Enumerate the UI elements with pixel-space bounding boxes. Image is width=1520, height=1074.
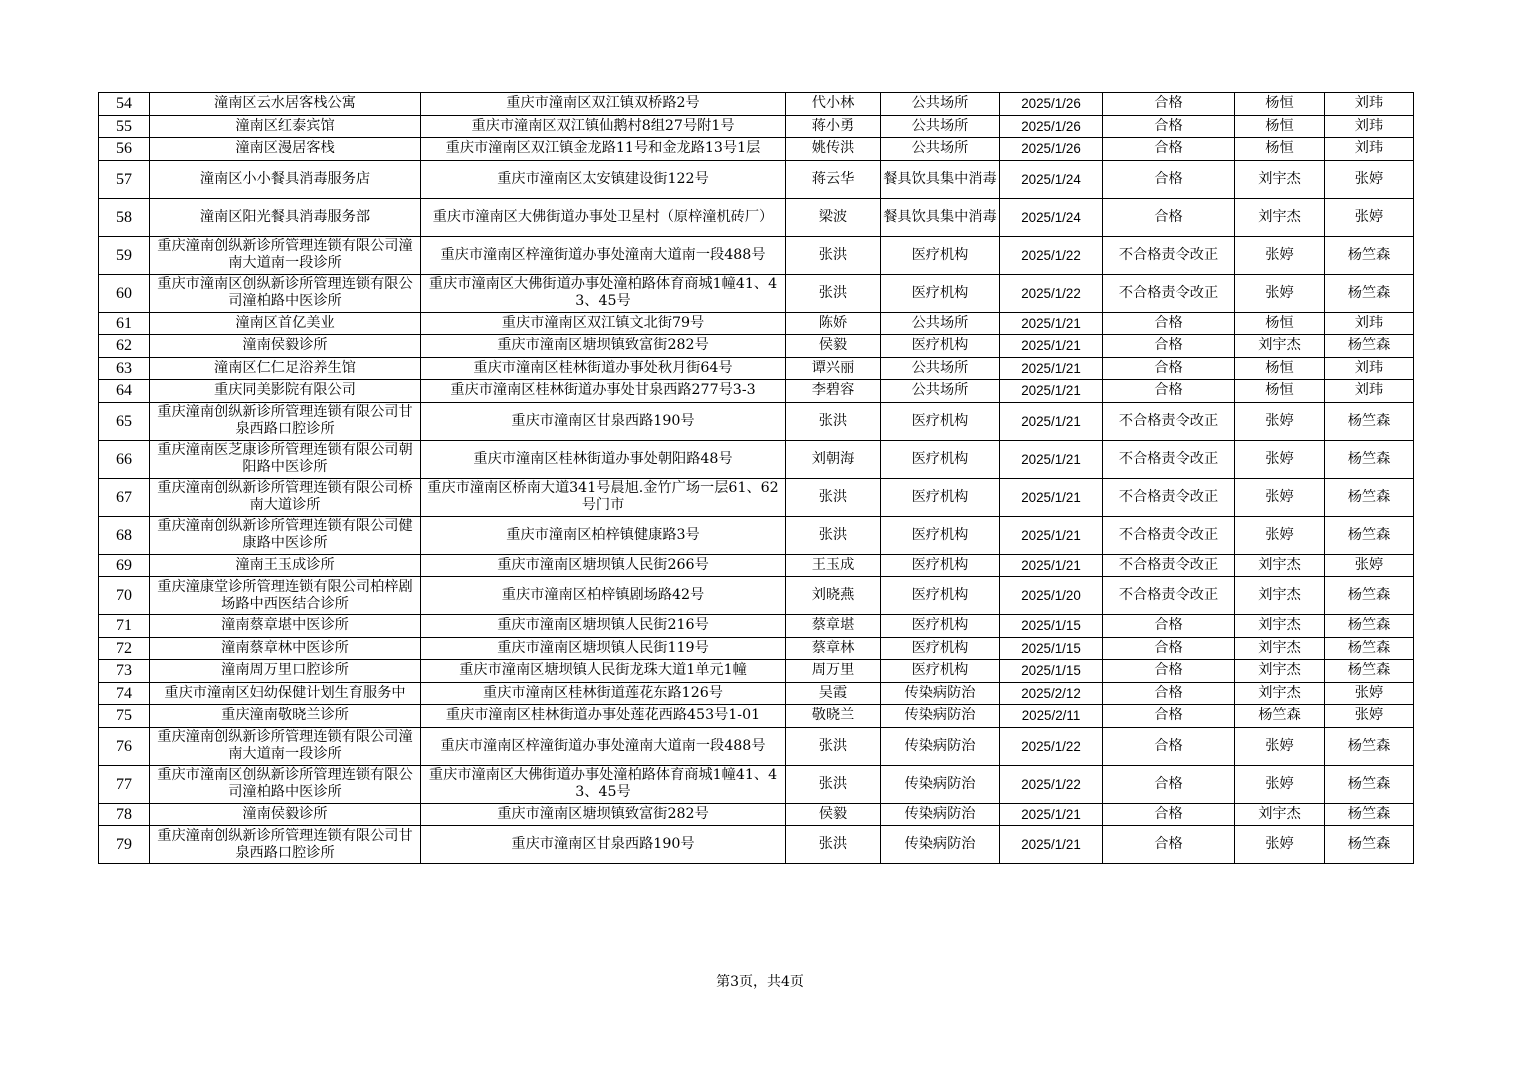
entity-name-cell: 重庆潼南创纵新诊所管理连锁有限公司潼南大道南一段诊所 <box>150 236 421 274</box>
responsible-person-cell: 蔡章堪 <box>786 615 881 638</box>
inspection-result-cell: 合格 <box>1103 380 1235 403</box>
entity-address-cell: 重庆市潼南区大佛街道办事处卫星村（原梓潼机砖厂） <box>421 198 786 236</box>
inspection-category-cell: 公共场所 <box>881 357 1000 380</box>
inspection-result-cell: 不合格责令改正 <box>1103 440 1235 478</box>
inspection-result-cell: 不合格责令改正 <box>1103 577 1235 615</box>
inspector-2-cell: 刘玮 <box>1325 357 1414 380</box>
entity-name-cell: 重庆潼南医芝康诊所管理连锁有限公司朝阳路中医诊所 <box>150 440 421 478</box>
inspection-result-cell: 合格 <box>1103 335 1235 358</box>
row-number-cell: 60 <box>99 274 150 312</box>
entity-address-cell: 重庆市潼南区双江镇双桥路2号 <box>421 93 786 116</box>
inspector-2-cell: 杨竺森 <box>1325 478 1414 516</box>
inspection-date-cell: 2025/1/22 <box>1000 727 1103 765</box>
inspection-date-cell: 2025/2/12 <box>1000 682 1103 705</box>
table-row <box>99 312 1414 335</box>
inspection-category-cell: 医疗机构 <box>881 554 1000 577</box>
responsible-person-cell: 谭兴丽 <box>786 357 881 380</box>
inspection-category-cell: 医疗机构 <box>881 236 1000 274</box>
responsible-person-cell: 张洪 <box>786 402 881 440</box>
entity-name-cell: 潼南区仁仁足浴养生馆 <box>150 357 421 380</box>
inspection-result-cell: 合格 <box>1103 637 1235 660</box>
inspector-1-cell: 杨恒 <box>1235 138 1325 161</box>
table-row <box>99 335 1414 358</box>
table-row <box>99 478 1414 516</box>
row-number-cell: 63 <box>99 357 150 380</box>
table-body <box>99 93 1414 864</box>
row-number-cell: 54 <box>99 93 150 116</box>
inspection-date-cell: 2025/1/21 <box>1000 516 1103 554</box>
row-number-cell: 55 <box>99 115 150 138</box>
responsible-person-cell: 张洪 <box>786 765 881 803</box>
entity-name-cell: 潼南侯毅诊所 <box>150 803 421 826</box>
inspector-1-cell: 张婷 <box>1235 516 1325 554</box>
inspection-date-cell: 2025/1/15 <box>1000 660 1103 683</box>
row-number-cell: 56 <box>99 138 150 161</box>
inspector-2-cell: 杨竺森 <box>1325 274 1414 312</box>
inspection-date-cell: 2025/1/21 <box>1000 380 1103 403</box>
entity-name-cell: 重庆潼南创纵新诊所管理连锁有限公司桥南大道诊所 <box>150 478 421 516</box>
inspection-date-cell: 2025/1/22 <box>1000 765 1103 803</box>
responsible-person-cell: 梁波 <box>786 198 881 236</box>
inspector-1-cell: 刘宇杰 <box>1235 637 1325 660</box>
inspection-category-cell: 医疗机构 <box>881 615 1000 638</box>
inspection-date-cell: 2025/1/22 <box>1000 274 1103 312</box>
entity-name-cell: 潼南侯毅诊所 <box>150 335 421 358</box>
inspection-date-cell: 2025/1/26 <box>1000 115 1103 138</box>
inspector-2-cell: 刘玮 <box>1325 380 1414 403</box>
inspector-1-cell: 张婷 <box>1235 402 1325 440</box>
inspector-1-cell: 刘宇杰 <box>1235 198 1325 236</box>
table-row <box>99 705 1414 728</box>
inspector-2-cell: 张婷 <box>1325 705 1414 728</box>
responsible-person-cell: 张洪 <box>786 274 881 312</box>
row-number-cell: 59 <box>99 236 150 274</box>
inspector-2-cell: 张婷 <box>1325 554 1414 577</box>
entity-name-cell: 潼南蔡章林中医诊所 <box>150 637 421 660</box>
inspector-2-cell: 杨竺森 <box>1325 637 1414 660</box>
row-number-cell: 72 <box>99 637 150 660</box>
entity-address-cell: 重庆市潼南区塘坝镇致富街282号 <box>421 803 786 826</box>
inspection-result-cell: 合格 <box>1103 615 1235 638</box>
responsible-person-cell: 代小林 <box>786 93 881 116</box>
table-row <box>99 803 1414 826</box>
entity-address-cell: 重庆市潼南区大佛街道办事处潼柏路体育商城1幢41、43、45号 <box>421 274 786 312</box>
inspector-2-cell: 杨竺森 <box>1325 765 1414 803</box>
inspection-result-cell: 不合格责令改正 <box>1103 274 1235 312</box>
inspection-result-cell: 不合格责令改正 <box>1103 478 1235 516</box>
inspection-category-cell: 公共场所 <box>881 93 1000 116</box>
inspector-2-cell: 杨竺森 <box>1325 577 1414 615</box>
table-row <box>99 765 1414 803</box>
inspection-result-cell: 合格 <box>1103 705 1235 728</box>
responsible-person-cell: 侯毅 <box>786 335 881 358</box>
inspection-category-cell: 传染病防治 <box>881 727 1000 765</box>
inspection-date-cell: 2025/1/26 <box>1000 138 1103 161</box>
inspection-category-cell: 传染病防治 <box>881 803 1000 826</box>
inspection-date-cell: 2025/1/21 <box>1000 357 1103 380</box>
inspection-category-cell: 传染病防治 <box>881 705 1000 728</box>
inspection-result-cell: 合格 <box>1103 727 1235 765</box>
inspection-result-cell: 合格 <box>1103 357 1235 380</box>
inspection-category-cell: 公共场所 <box>881 312 1000 335</box>
inspector-1-cell: 杨竺森 <box>1235 705 1325 728</box>
entity-address-cell: 重庆市潼南区双江镇文北街79号 <box>421 312 786 335</box>
inspector-2-cell: 杨竺森 <box>1325 660 1414 683</box>
inspector-2-cell: 刘玮 <box>1325 312 1414 335</box>
responsible-person-cell: 张洪 <box>786 236 881 274</box>
entity-name-cell: 重庆同美影院有限公司 <box>150 380 421 403</box>
inspection-records-table <box>98 92 1414 864</box>
entity-address-cell: 重庆市潼南区塘坝镇人民街266号 <box>421 554 786 577</box>
inspector-2-cell: 刘玮 <box>1325 138 1414 161</box>
row-number-cell: 77 <box>99 765 150 803</box>
page-number-footer: 第3页，共4页 <box>716 974 804 990</box>
inspector-2-cell: 杨竺森 <box>1325 402 1414 440</box>
inspection-category-cell: 餐具饮具集中消毒 <box>881 198 1000 236</box>
inspection-date-cell: 2025/1/15 <box>1000 637 1103 660</box>
inspector-2-cell: 张婷 <box>1325 160 1414 198</box>
inspection-date-cell: 2025/1/21 <box>1000 312 1103 335</box>
inspection-date-cell: 2025/1/21 <box>1000 803 1103 826</box>
inspection-result-cell: 合格 <box>1103 826 1235 864</box>
inspection-category-cell: 公共场所 <box>881 380 1000 403</box>
responsible-person-cell: 吴霞 <box>786 682 881 705</box>
inspection-result-cell: 合格 <box>1103 660 1235 683</box>
responsible-person-cell: 周万里 <box>786 660 881 683</box>
inspector-1-cell: 张婷 <box>1235 765 1325 803</box>
inspection-category-cell: 公共场所 <box>881 115 1000 138</box>
inspection-result-cell: 不合格责令改正 <box>1103 236 1235 274</box>
entity-address-cell: 重庆市潼南区桂林街道办事处莲花西路453号1-01 <box>421 705 786 728</box>
inspection-result-cell: 合格 <box>1103 682 1235 705</box>
inspection-result-cell: 不合格责令改正 <box>1103 554 1235 577</box>
inspection-category-cell: 医疗机构 <box>881 478 1000 516</box>
row-number-cell: 70 <box>99 577 150 615</box>
inspection-category-cell: 医疗机构 <box>881 577 1000 615</box>
table-row <box>99 727 1414 765</box>
row-number-cell: 65 <box>99 402 150 440</box>
inspector-1-cell: 刘宇杰 <box>1235 615 1325 638</box>
entity-name-cell: 重庆市潼南区创纵新诊所管理连锁有限公司潼柏路中医诊所 <box>150 765 421 803</box>
table-row <box>99 138 1414 161</box>
inspection-date-cell: 2025/2/11 <box>1000 705 1103 728</box>
table-row <box>99 115 1414 138</box>
responsible-person-cell: 张洪 <box>786 478 881 516</box>
inspection-category-cell: 医疗机构 <box>881 516 1000 554</box>
table-row <box>99 440 1414 478</box>
inspector-1-cell: 张婷 <box>1235 236 1325 274</box>
row-number-cell: 69 <box>99 554 150 577</box>
inspector-1-cell: 刘宇杰 <box>1235 660 1325 683</box>
responsible-person-cell: 李碧容 <box>786 380 881 403</box>
row-number-cell: 61 <box>99 312 150 335</box>
entity-name-cell: 潼南区小小餐具消毒服务店 <box>150 160 421 198</box>
inspection-result-cell: 合格 <box>1103 765 1235 803</box>
inspection-date-cell: 2025/1/21 <box>1000 335 1103 358</box>
responsible-person-cell: 张洪 <box>786 826 881 864</box>
entity-address-cell: 重庆市潼南区塘坝镇人民街龙珠大道1单元1幢 <box>421 660 786 683</box>
responsible-person-cell: 张洪 <box>786 516 881 554</box>
entity-address-cell: 重庆市潼南区塘坝镇致富街282号 <box>421 335 786 358</box>
entity-address-cell: 重庆市潼南区柏梓镇健康路3号 <box>421 516 786 554</box>
table-row <box>99 160 1414 198</box>
entity-name-cell: 潼南区阳光餐具消毒服务部 <box>150 198 421 236</box>
entity-address-cell: 重庆市潼南区甘泉西路190号 <box>421 826 786 864</box>
inspection-category-cell: 医疗机构 <box>881 440 1000 478</box>
inspector-2-cell: 刘玮 <box>1325 115 1414 138</box>
responsible-person-cell: 王玉成 <box>786 554 881 577</box>
inspection-category-cell: 传染病防治 <box>881 826 1000 864</box>
row-number-cell: 58 <box>99 198 150 236</box>
inspector-1-cell: 刘宇杰 <box>1235 554 1325 577</box>
inspection-result-cell: 合格 <box>1103 312 1235 335</box>
entity-name-cell: 重庆市潼南区创纵新诊所管理连锁有限公司潼柏路中医诊所 <box>150 274 421 312</box>
inspection-result-cell: 不合格责令改正 <box>1103 402 1235 440</box>
inspection-result-cell: 不合格责令改正 <box>1103 516 1235 554</box>
entity-name-cell: 重庆潼南创纵新诊所管理连锁有限公司潼南大道南一段诊所 <box>150 727 421 765</box>
table-row <box>99 516 1414 554</box>
inspector-1-cell: 张婷 <box>1235 440 1325 478</box>
table-row <box>99 637 1414 660</box>
entity-address-cell: 重庆市潼南区桥南大道341号晨旭.金竹广场一层61、62号门市 <box>421 478 786 516</box>
inspector-2-cell: 杨竺森 <box>1325 516 1414 554</box>
inspection-result-cell: 合格 <box>1103 138 1235 161</box>
inspector-1-cell: 刘宇杰 <box>1235 160 1325 198</box>
inspector-2-cell: 张婷 <box>1325 198 1414 236</box>
inspection-date-cell: 2025/1/21 <box>1000 440 1103 478</box>
inspection-result-cell: 合格 <box>1103 198 1235 236</box>
row-number-cell: 57 <box>99 160 150 198</box>
inspection-category-cell: 餐具饮具集中消毒 <box>881 160 1000 198</box>
inspection-result-cell: 合格 <box>1103 93 1235 116</box>
entity-name-cell: 潼南区云水居客栈公寓 <box>150 93 421 116</box>
inspector-1-cell: 刘宇杰 <box>1235 577 1325 615</box>
inspection-result-cell: 合格 <box>1103 160 1235 198</box>
responsible-person-cell: 侯毅 <box>786 803 881 826</box>
entity-address-cell: 重庆市潼南区大佛街道办事处潼柏路体育商城1幢41、43、45号 <box>421 765 786 803</box>
inspector-2-cell: 杨竺森 <box>1325 826 1414 864</box>
inspector-2-cell: 杨竺森 <box>1325 236 1414 274</box>
table-row <box>99 380 1414 403</box>
entity-name-cell: 潼南区红泰宾馆 <box>150 115 421 138</box>
inspection-date-cell: 2025/1/20 <box>1000 577 1103 615</box>
row-number-cell: 79 <box>99 826 150 864</box>
inspection-date-cell: 2025/1/24 <box>1000 198 1103 236</box>
entity-address-cell: 重庆市潼南区桂林街道办事处甘泉西路277号3-3 <box>421 380 786 403</box>
entity-address-cell: 重庆市潼南区柏梓镇剧场路42号 <box>421 577 786 615</box>
inspection-category-cell: 医疗机构 <box>881 335 1000 358</box>
responsible-person-cell: 姚传洪 <box>786 138 881 161</box>
table-row <box>99 357 1414 380</box>
responsible-person-cell: 蒋小勇 <box>786 115 881 138</box>
entity-address-cell: 重庆市潼南区梓潼街道办事处潼南大道南一段488号 <box>421 236 786 274</box>
inspector-1-cell: 杨恒 <box>1235 357 1325 380</box>
inspector-1-cell: 张婷 <box>1235 727 1325 765</box>
entity-address-cell: 重庆市潼南区双江镇金龙路11号和金龙路13号1层 <box>421 138 786 161</box>
table-row <box>99 236 1414 274</box>
inspection-date-cell: 2025/1/21 <box>1000 554 1103 577</box>
responsible-person-cell: 陈娇 <box>786 312 881 335</box>
inspection-category-cell: 医疗机构 <box>881 402 1000 440</box>
entity-address-cell: 重庆市潼南区甘泉西路190号 <box>421 402 786 440</box>
inspection-date-cell: 2025/1/22 <box>1000 236 1103 274</box>
table-row <box>99 198 1414 236</box>
row-number-cell: 62 <box>99 335 150 358</box>
row-number-cell: 71 <box>99 615 150 638</box>
inspection-date-cell: 2025/1/21 <box>1000 478 1103 516</box>
row-number-cell: 73 <box>99 660 150 683</box>
table-row <box>99 402 1414 440</box>
entity-name-cell: 重庆潼南创纵新诊所管理连锁有限公司健康路中医诊所 <box>150 516 421 554</box>
entity-address-cell: 重庆市潼南区塘坝镇人民街119号 <box>421 637 786 660</box>
entity-address-cell: 重庆市潼南区桂林街道办事处朝阳路48号 <box>421 440 786 478</box>
row-number-cell: 76 <box>99 727 150 765</box>
table-row <box>99 615 1414 638</box>
entity-address-cell: 重庆市潼南区梓潼街道办事处潼南大道南一段488号 <box>421 727 786 765</box>
inspector-1-cell: 刘宇杰 <box>1235 803 1325 826</box>
entity-name-cell: 重庆潼南创纵新诊所管理连锁有限公司甘泉西路口腔诊所 <box>150 826 421 864</box>
inspection-date-cell: 2025/1/21 <box>1000 402 1103 440</box>
inspection-result-cell: 合格 <box>1103 115 1235 138</box>
entity-name-cell: 潼南蔡章堪中医诊所 <box>150 615 421 638</box>
row-number-cell: 64 <box>99 380 150 403</box>
table-row <box>99 826 1414 864</box>
table-row <box>99 682 1414 705</box>
row-number-cell: 68 <box>99 516 150 554</box>
entity-name-cell: 重庆市潼南区妇幼保健计划生育服务中 <box>150 682 421 705</box>
entity-address-cell: 重庆市潼南区桂林街道莲花东路126号 <box>421 682 786 705</box>
inspection-date-cell: 2025/1/15 <box>1000 615 1103 638</box>
table-row <box>99 577 1414 615</box>
table-row <box>99 93 1414 116</box>
row-number-cell: 75 <box>99 705 150 728</box>
row-number-cell: 67 <box>99 478 150 516</box>
inspector-1-cell: 杨恒 <box>1235 93 1325 116</box>
inspection-date-cell: 2025/1/24 <box>1000 160 1103 198</box>
inspection-category-cell: 传染病防治 <box>881 682 1000 705</box>
entity-address-cell: 重庆市潼南区桂林街道办事处秋月街64号 <box>421 357 786 380</box>
inspector-2-cell: 杨竺森 <box>1325 803 1414 826</box>
inspector-2-cell: 刘玮 <box>1325 93 1414 116</box>
entity-name-cell: 重庆潼康堂诊所管理连锁有限公司柏梓剧场路中西医结合诊所 <box>150 577 421 615</box>
row-number-cell: 78 <box>99 803 150 826</box>
inspector-2-cell: 杨竺森 <box>1325 727 1414 765</box>
responsible-person-cell: 张洪 <box>786 727 881 765</box>
inspector-2-cell: 杨竺森 <box>1325 615 1414 638</box>
entity-name-cell: 潼南区首亿美业 <box>150 312 421 335</box>
inspector-1-cell: 张婷 <box>1235 274 1325 312</box>
inspection-category-cell: 传染病防治 <box>881 765 1000 803</box>
inspector-1-cell: 刘宇杰 <box>1235 682 1325 705</box>
inspector-2-cell: 张婷 <box>1325 682 1414 705</box>
entity-name-cell: 重庆潼南敬晓兰诊所 <box>150 705 421 728</box>
responsible-person-cell: 蒋云华 <box>786 160 881 198</box>
entity-name-cell: 潼南王玉成诊所 <box>150 554 421 577</box>
inspection-result-cell: 合格 <box>1103 803 1235 826</box>
responsible-person-cell: 蔡章林 <box>786 637 881 660</box>
row-number-cell: 66 <box>99 440 150 478</box>
inspection-category-cell: 医疗机构 <box>881 660 1000 683</box>
inspector-2-cell: 杨竺森 <box>1325 440 1414 478</box>
responsible-person-cell: 刘朝海 <box>786 440 881 478</box>
inspector-1-cell: 杨恒 <box>1235 380 1325 403</box>
inspection-date-cell: 2025/1/21 <box>1000 826 1103 864</box>
table-row <box>99 660 1414 683</box>
entity-address-cell: 重庆市潼南区双江镇仙鹅村8组27号附1号 <box>421 115 786 138</box>
responsible-person-cell: 刘晓燕 <box>786 577 881 615</box>
row-number-cell: 74 <box>99 682 150 705</box>
inspection-category-cell: 公共场所 <box>881 138 1000 161</box>
inspection-category-cell: 医疗机构 <box>881 274 1000 312</box>
inspector-2-cell: 杨竺森 <box>1325 335 1414 358</box>
inspector-1-cell: 刘宇杰 <box>1235 335 1325 358</box>
entity-name-cell: 重庆潼南创纵新诊所管理连锁有限公司甘泉西路口腔诊所 <box>150 402 421 440</box>
table-row <box>99 274 1414 312</box>
entity-name-cell: 潼南周万里口腔诊所 <box>150 660 421 683</box>
inspector-1-cell: 杨恒 <box>1235 312 1325 335</box>
inspection-category-cell: 医疗机构 <box>881 637 1000 660</box>
entity-address-cell: 重庆市潼南区太安镇建设街122号 <box>421 160 786 198</box>
entity-name-cell: 潼南区漫居客栈 <box>150 138 421 161</box>
table-row <box>99 554 1414 577</box>
inspector-1-cell: 杨恒 <box>1235 115 1325 138</box>
inspector-1-cell: 张婷 <box>1235 826 1325 864</box>
inspection-date-cell: 2025/1/26 <box>1000 93 1103 116</box>
entity-address-cell: 重庆市潼南区塘坝镇人民街216号 <box>421 615 786 638</box>
responsible-person-cell: 敬晓兰 <box>786 705 881 728</box>
inspector-1-cell: 张婷 <box>1235 478 1325 516</box>
